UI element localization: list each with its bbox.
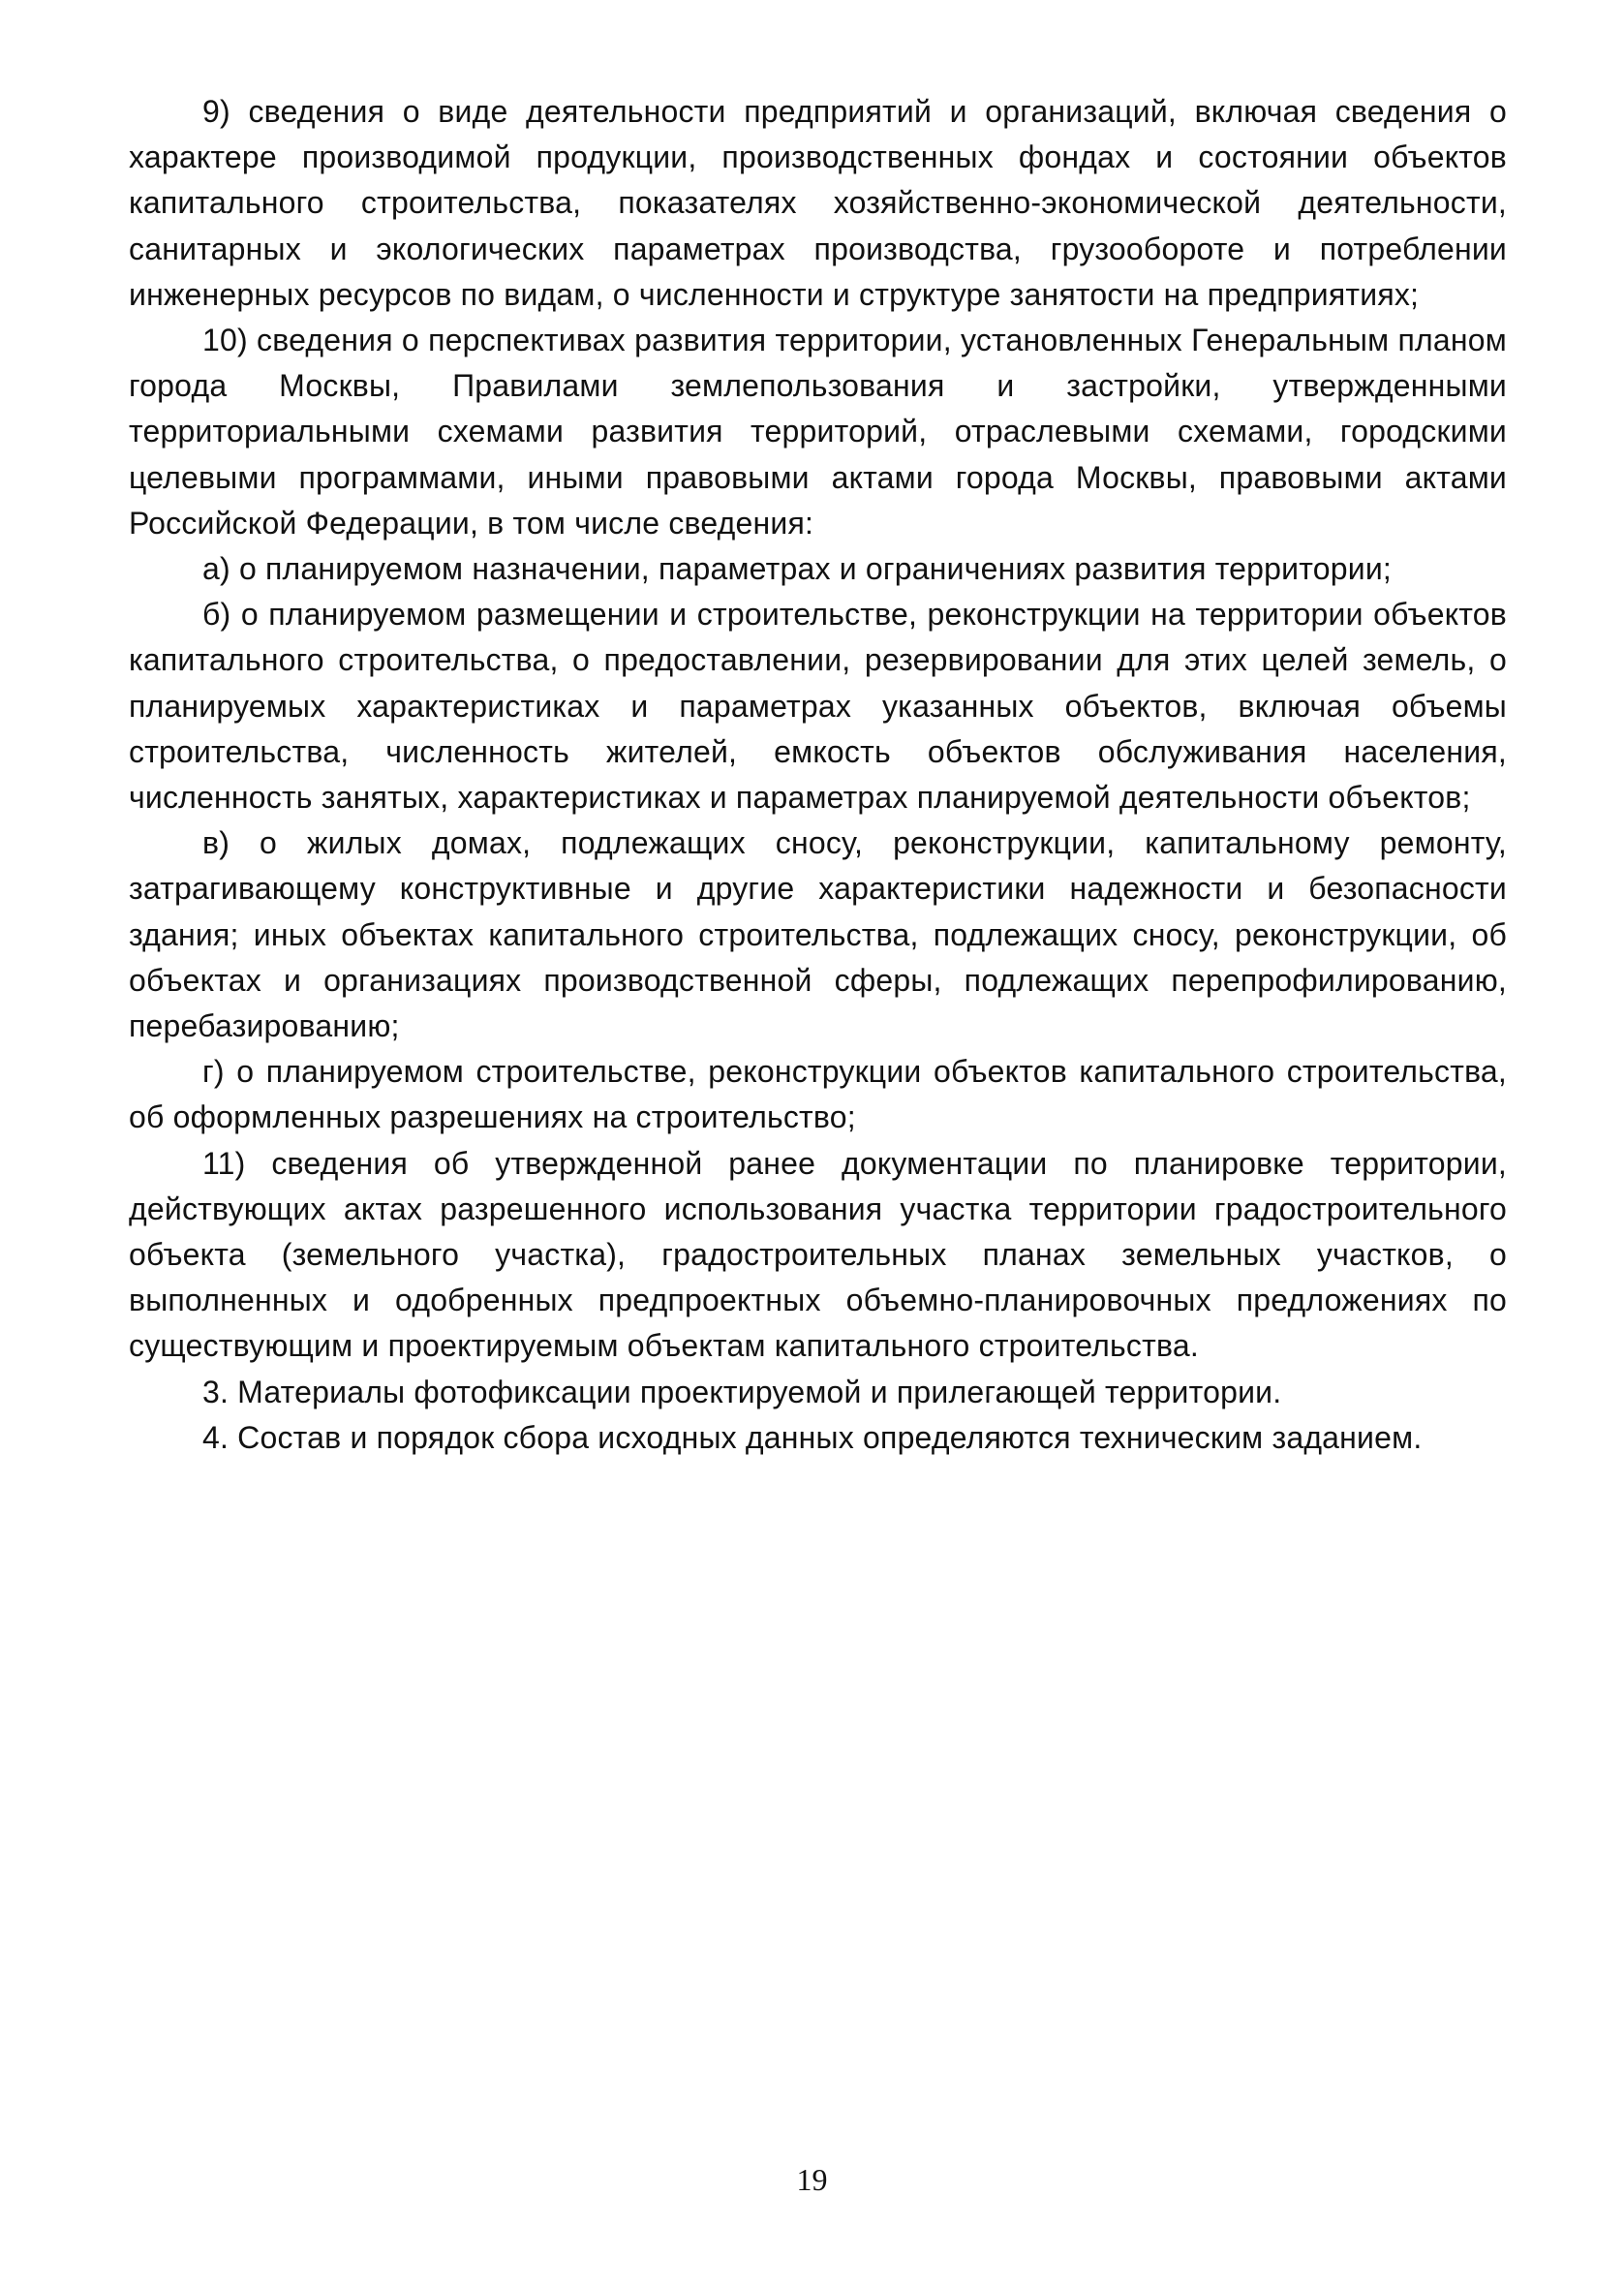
paragraph-subitem-v: в) о жилых домах, подлежащих сносу, реконструкции, капитальному ремонту, затрагивающему конструктивные и другие характеристики надежности и безопасности здания; иных объектах капитального строительства, подлежащих сносу, реконструкции, об объектах и организациях производственной сферы, подлежащих перепрофилированию, перебазированию; <box>129 825 1507 1044</box>
page-number: 19 <box>796 2162 828 2197</box>
paragraph-subitem-b: б) о планируемом размещении и строительстве, реконструкции на территории объектов капитального строительства, о предоставлении, резервировании для этих целей земель, о планируемых характеристиках и параметрах указанных объектов, включая объемы строительства, численность жителей, емкость объектов обслуживания населения, численность занятых, характеристиках и параметрах планируемой деятельности объектов; <box>129 597 1507 816</box>
paragraph-subitem-g: г) о планируемом строительстве, реконструкции объектов капитального строительства, об оформленных разрешениях на строительство; <box>129 1054 1507 1135</box>
paragraph-item-10: 10) сведения о перспективах развития территории, установленных Генеральным планом города Москвы, Правилами землепользования и застройки, утвержденными территориальными схемами развития территорий, отраслевыми схемами, городскими целевыми программами, иными правовыми актами города Москвы, правовыми актами Российской Федерации, в том числе сведения: <box>129 323 1507 541</box>
paragraph-section-4: 4. Состав и порядок сбора исходных данных определяются техническим заданием. <box>202 1419 1423 1455</box>
document-body <box>129 89 1507 1461</box>
paragraph-section-3: 3. Материалы фотофиксации проектируемой и прилегающей территории. <box>202 1374 1282 1409</box>
paragraph-item-11: 11) сведения об утвержденной ранее документации по планировке территории, действующих актах разрешенного использования участка территории градостроительного объекта (земельного участка), градостроительных планах земельных участков, о выполненных и одобренных предпроектных объемно-планировочных предложениях по существующим и проектируемым объектам капитального строительства. <box>129 1145 1507 1364</box>
paragraph-subitem-a: а) о планируемом назначении, параметрах и ограничениях развития территории; <box>202 551 1392 587</box>
paragraph-item-9: 9) сведения о виде деятельности предприятий и организаций, включая сведения о характере производимой продукции, производственных фондах и состоянии объектов капитального строительства, показателях хозяйственно-экономической деятельности, санитарных и экологических параметрах производства, грузообороте и потреблении инженерных ресурсов по видам, о численности и структуре занятости на предприятиях; <box>129 94 1507 312</box>
